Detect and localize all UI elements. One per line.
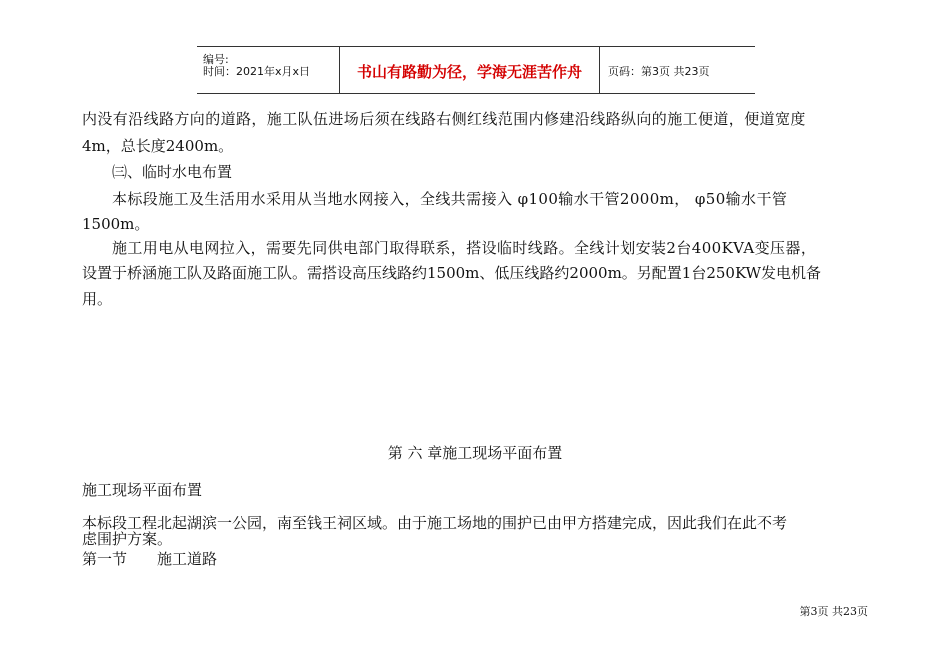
paragraph-line: 设置于桥涵施工队及路面施工队。需搭设高压线路约1500m、低压线路约2000m。另配置1台250KW发电机备 (82, 264, 822, 282)
motto-text: 书山有路勤为径，学海无涯苦作舟 (356, 63, 582, 81)
section-title: 第一节 施工道路 (82, 550, 218, 568)
header-page-label: 页码：第3页 共23页 (608, 65, 710, 78)
paragraph-line: 施工用电从电网拉入，需要先同供电部门取得联系，搭设临时线路。全线计划安装2台400KVA变压器， (112, 239, 817, 257)
chapter-title: 第 六 章施工现场平面布置 (387, 444, 563, 462)
paragraph-line: 本标段工程北起湖滨一公园，南至钱王祠区域。由于施工场地的围护已由甲方搭建完成，因此我们在此不考 (82, 514, 788, 532)
paragraph-line: 本标段施工及生活用水采用从当地水网接入，全线共需接入 φ100输水干管2000m， φ50输水干管 (112, 190, 788, 208)
paragraph-line: 1500m。 (82, 215, 150, 233)
header-info-cell (197, 47, 340, 93)
paragraph-line: 虑围护方案。 (82, 530, 173, 548)
header-table (197, 46, 755, 94)
paragraph-line: 内没有沿线路方向的道路，施工队伍进场后须在线路右侧红线范围内修建沿线路纵向的施工便道，便道宽度 (82, 110, 806, 128)
number-label: 编号: (203, 53, 229, 66)
subsection-title: 施工现场平面布置 (82, 481, 203, 499)
header-page-cell (600, 47, 755, 93)
date-label: 时间：2021年x月x日 (203, 65, 311, 78)
section-heading: ㈢、临时水电布置 (112, 163, 233, 181)
header-motto-cell (340, 47, 600, 93)
paragraph-line: 用。 (82, 290, 113, 308)
footer-page-number: 第3页 共23页 (799, 605, 868, 618)
paragraph-line: 4m，总长度2400m。 (82, 137, 234, 155)
